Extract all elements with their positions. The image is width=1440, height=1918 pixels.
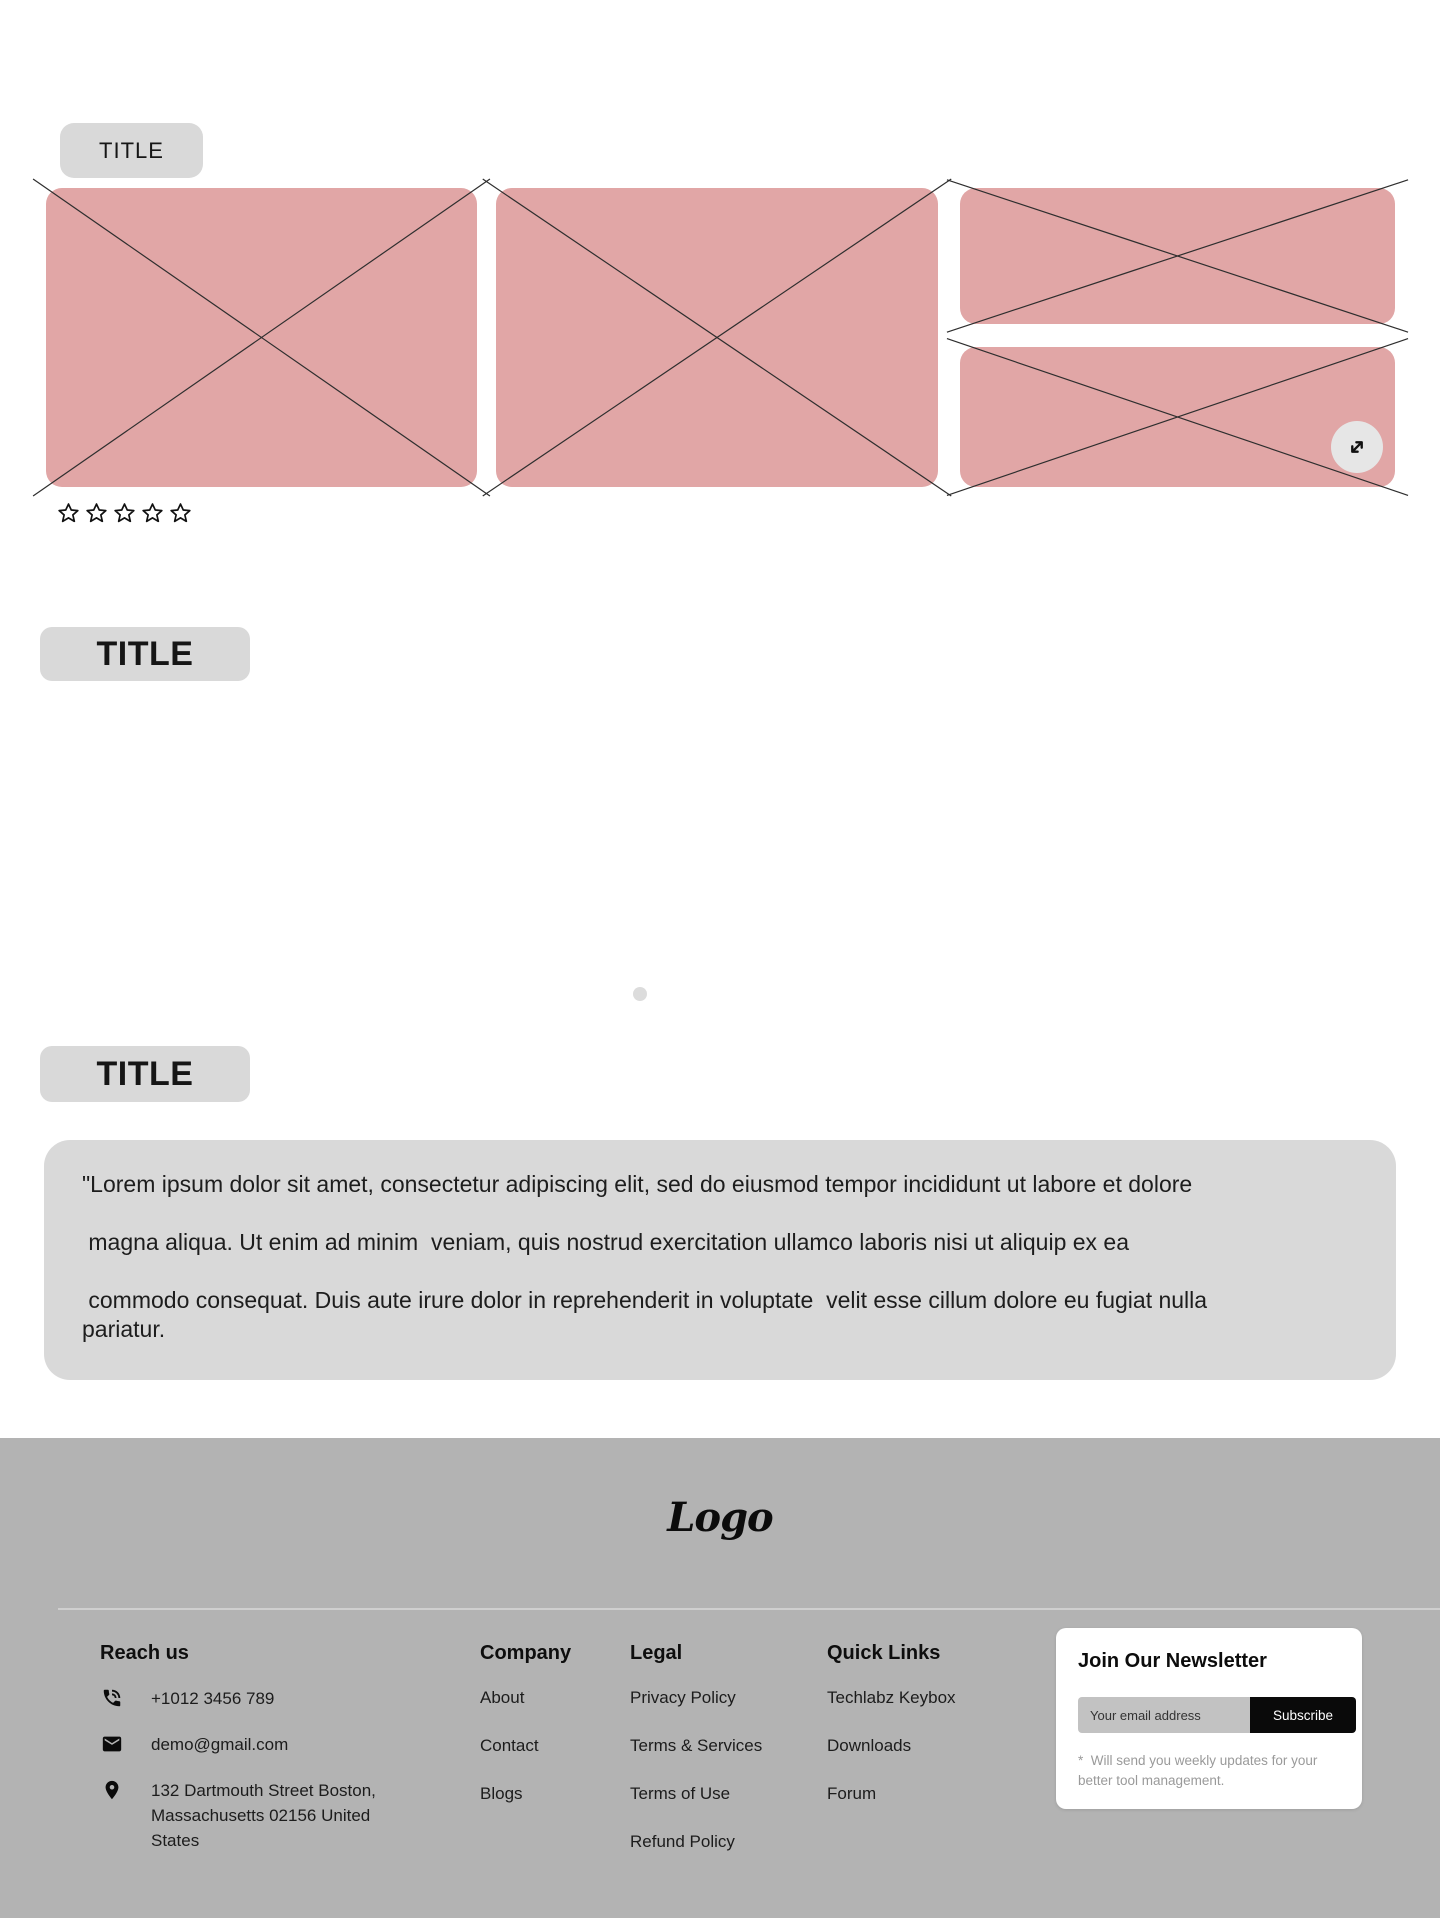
image-placeholder-bottom-right[interactable]	[960, 347, 1395, 487]
expand-diagonal-icon	[1342, 432, 1372, 462]
hero-title-label: TITLE	[99, 137, 164, 163]
star-icon[interactable]	[55, 500, 82, 527]
footer-link-downloads[interactable]: Downloads	[827, 1736, 912, 1755]
address-row	[100, 1778, 420, 1853]
image-placeholder-large-center[interactable]	[496, 188, 938, 487]
footer-link-forum[interactable]: Forum	[827, 1784, 877, 1803]
company-links	[480, 1686, 571, 1806]
newsletter-form	[1078, 1697, 1356, 1733]
placeholder-cross-icon	[960, 188, 1395, 324]
address-text	[151, 1778, 420, 1853]
star-icon[interactable]	[111, 500, 138, 527]
quick-links-heading: Quick Links	[827, 1642, 941, 1664]
legal-heading: Legal	[630, 1642, 683, 1664]
quote-line: pariatur.	[82, 1316, 166, 1342]
carousel-dot[interactable]	[633, 987, 647, 1001]
section-two-title-chip	[40, 627, 250, 681]
footer-column-quick-links	[827, 1641, 956, 1830]
email-icon	[100, 1732, 124, 1756]
placeholder-cross-icon	[46, 188, 477, 487]
newsletter-note: * Will send you weekly updates for your better tool management.	[1078, 1753, 1322, 1788]
footer-link-contact[interactable]: Contact	[480, 1736, 539, 1755]
email-address[interactable]: demo@gmail.com	[151, 1735, 289, 1754]
star-icon[interactable]	[139, 500, 166, 527]
section-two-title-label: TITLE	[96, 634, 194, 673]
footer-link-terms-of-use[interactable]: Terms of Use	[630, 1784, 731, 1803]
phone-number[interactable]: +1012 3456 789	[151, 1689, 275, 1708]
footer-link-privacy-policy[interactable]: Privacy Policy	[630, 1688, 736, 1707]
phone-row[interactable]	[100, 1686, 420, 1711]
quote-line: "Lorem ipsum dolor sit amet, consectetur adipiscing elit, sed do eiusmod tempor incididunt ut labore et dolore	[82, 1171, 1193, 1197]
footer	[0, 1438, 1440, 1918]
placeholder-cross-icon	[960, 347, 1395, 487]
section-three-title-label: TITLE	[96, 1054, 194, 1093]
footer-column-legal	[630, 1641, 762, 1878]
newsletter-card	[1056, 1628, 1362, 1809]
footer-link-techlabz-keybox[interactable]: Techlabz Keybox	[827, 1688, 956, 1707]
legal-links	[630, 1686, 762, 1854]
reach-us-heading: Reach us	[100, 1642, 189, 1664]
company-heading: Company	[480, 1642, 572, 1664]
footer-link-blogs[interactable]: Blogs	[480, 1784, 523, 1803]
footer-logo: Logo	[667, 1494, 773, 1541]
quote-line: commodo consequat. Duis aute irure dolor in reprehenderit in voluptate velit esse cillum dolore eu fugiat nulla	[82, 1287, 1208, 1313]
footer-column-reach-us	[100, 1641, 420, 1874]
image-placeholder-top-right[interactable]	[960, 188, 1395, 324]
quote-block	[44, 1140, 1396, 1380]
address-line-1: 132 Dartmouth Street Boston,	[151, 1781, 376, 1800]
placeholder-cross-icon	[496, 188, 938, 487]
quick-links	[827, 1686, 956, 1806]
address-line-2: Massachusetts 02156 United States	[151, 1806, 371, 1850]
star-icon[interactable]	[167, 500, 194, 527]
footer-column-company	[480, 1641, 571, 1830]
star-rating	[55, 500, 194, 527]
star-icon[interactable]	[83, 500, 110, 527]
quote-line: magna aliqua. Ut enim ad minim veniam, quis nostrud exercitation ullamco laboris nisi ut aliquip ex ea	[82, 1229, 1130, 1255]
footer-link-about[interactable]: About	[480, 1688, 525, 1707]
footer-link-terms-services[interactable]: Terms & Services	[630, 1736, 763, 1755]
footer-divider	[58, 1608, 1440, 1610]
image-placeholder-large-left[interactable]	[46, 188, 477, 487]
phone-icon	[100, 1686, 124, 1710]
location-pin-icon	[100, 1778, 124, 1802]
newsletter-heading: Join Our Newsletter	[1078, 1650, 1267, 1672]
email-row[interactable]	[100, 1732, 420, 1757]
footer-link-refund-policy[interactable]: Refund Policy	[630, 1832, 735, 1851]
expand-button[interactable]	[1331, 421, 1383, 473]
subscribe-button[interactable]: Subscribe	[1250, 1697, 1356, 1733]
reach-us-rows	[100, 1686, 420, 1853]
hero-title-chip	[60, 123, 203, 178]
newsletter-email-input[interactable]	[1078, 1697, 1250, 1733]
section-three-title-chip	[40, 1046, 250, 1102]
